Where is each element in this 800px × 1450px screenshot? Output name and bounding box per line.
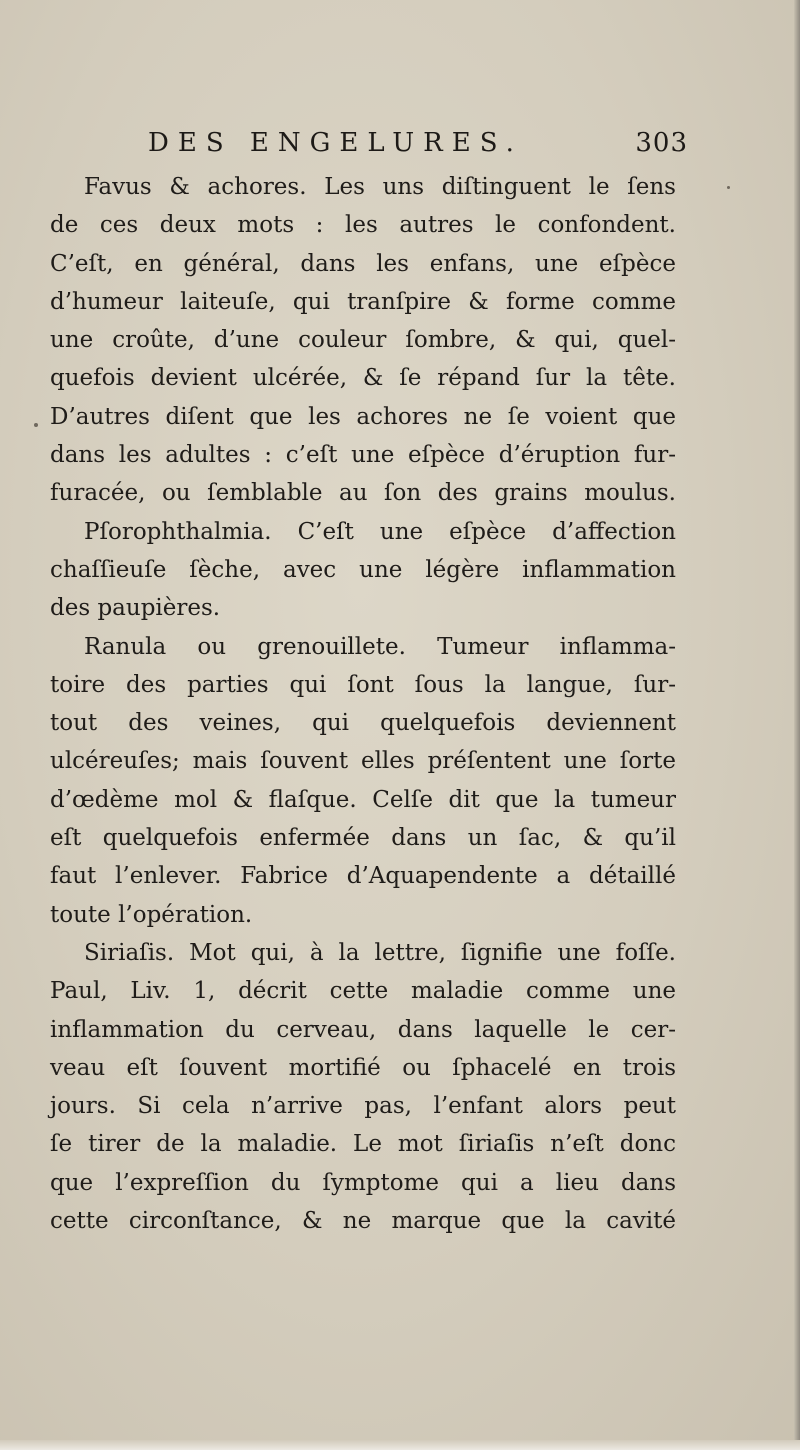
text-line: quefois devient ulcérée, & ſe répand ſur la tête. [50, 365, 676, 392]
text-line: chaſſieuſe ſèche, avec une légère inflammation [50, 556, 676, 583]
paper-speck [34, 423, 38, 427]
running-head-title: DES ENGELURES. [148, 128, 523, 158]
text-line: D’autres diſent que les achores ne ſe voient que [50, 403, 676, 430]
running-head [148, 128, 688, 164]
body-text [50, 168, 676, 1240]
text-line: Ranula ou grenouillete. Tumeur inflamma- [84, 633, 676, 660]
text-line: veau eſt ſouvent mortifié ou ſphacelé en trois [50, 1054, 676, 1081]
text-line: que l’expreſſion du ſymptome qui a lieu dans [50, 1169, 676, 1196]
text-line: ſe tirer de la maladie. Le mot ſiriaſis n’eſt donc [50, 1131, 676, 1158]
text-line: dans les adultes : c’eſt une eſpèce d’éruption fur- [50, 442, 676, 469]
text-line: toute l’opération. [50, 901, 253, 928]
text-line: Paul, Liv. 1, décrit cette maladie comme une [50, 978, 676, 1005]
text-line: tout des veines, qui quelquefois deviennent [50, 710, 676, 737]
text-line: Favus & achores. Les uns diſtinguent le ſens [84, 174, 676, 200]
text-line: faut l’enlever. Fabrice d’Aquapendente a détaillé [50, 863, 676, 890]
page-edge-right [794, 0, 800, 1450]
page-number: 303 [635, 128, 688, 158]
text-line: toire des parties qui ſont ſous la langue, ſur- [50, 671, 676, 698]
text-line: d’œdème mol & flaſque. Celſe dit que la tumeur [50, 786, 676, 813]
text-line: d’humeur laiteuſe, qui tranſpire & forme comme [50, 288, 676, 315]
page-edge-bottom [0, 1440, 800, 1450]
text-line: jours. Si cela n’arrive pas, l’enfant alors peut [50, 1093, 676, 1120]
text-line: Siriaſis. Mot qui, à la lettre, ſignifie une foſſe. [84, 939, 676, 966]
text-line: de ces deux mots : les autres le confondent. [50, 212, 676, 239]
text-line: inflammation du cerveau, dans laquelle le cer- [50, 1016, 676, 1043]
text-line: des paupières. [50, 595, 221, 622]
text-line: Pſorophthalmia. C’eſt une eſpèce d’affection [84, 518, 676, 545]
text-line: furacée, ou ſemblable au ſon des grains moulus. [50, 480, 676, 507]
paper-speck [727, 186, 730, 189]
text-line: cette circonſtance, & ne marque que la cavité [50, 1208, 676, 1235]
text-line: eſt quelquefois enfermée dans un ſac, & qu’il [50, 825, 676, 852]
text-line: C’eſt, en général, dans les enfans, une eſpèce [50, 250, 676, 277]
text-line: ulcéreuſes; mais ſouvent elles préſentent une ſorte [50, 748, 676, 775]
text-line: une croûte, d’une couleur ſombre, & qui, quel- [50, 327, 676, 354]
